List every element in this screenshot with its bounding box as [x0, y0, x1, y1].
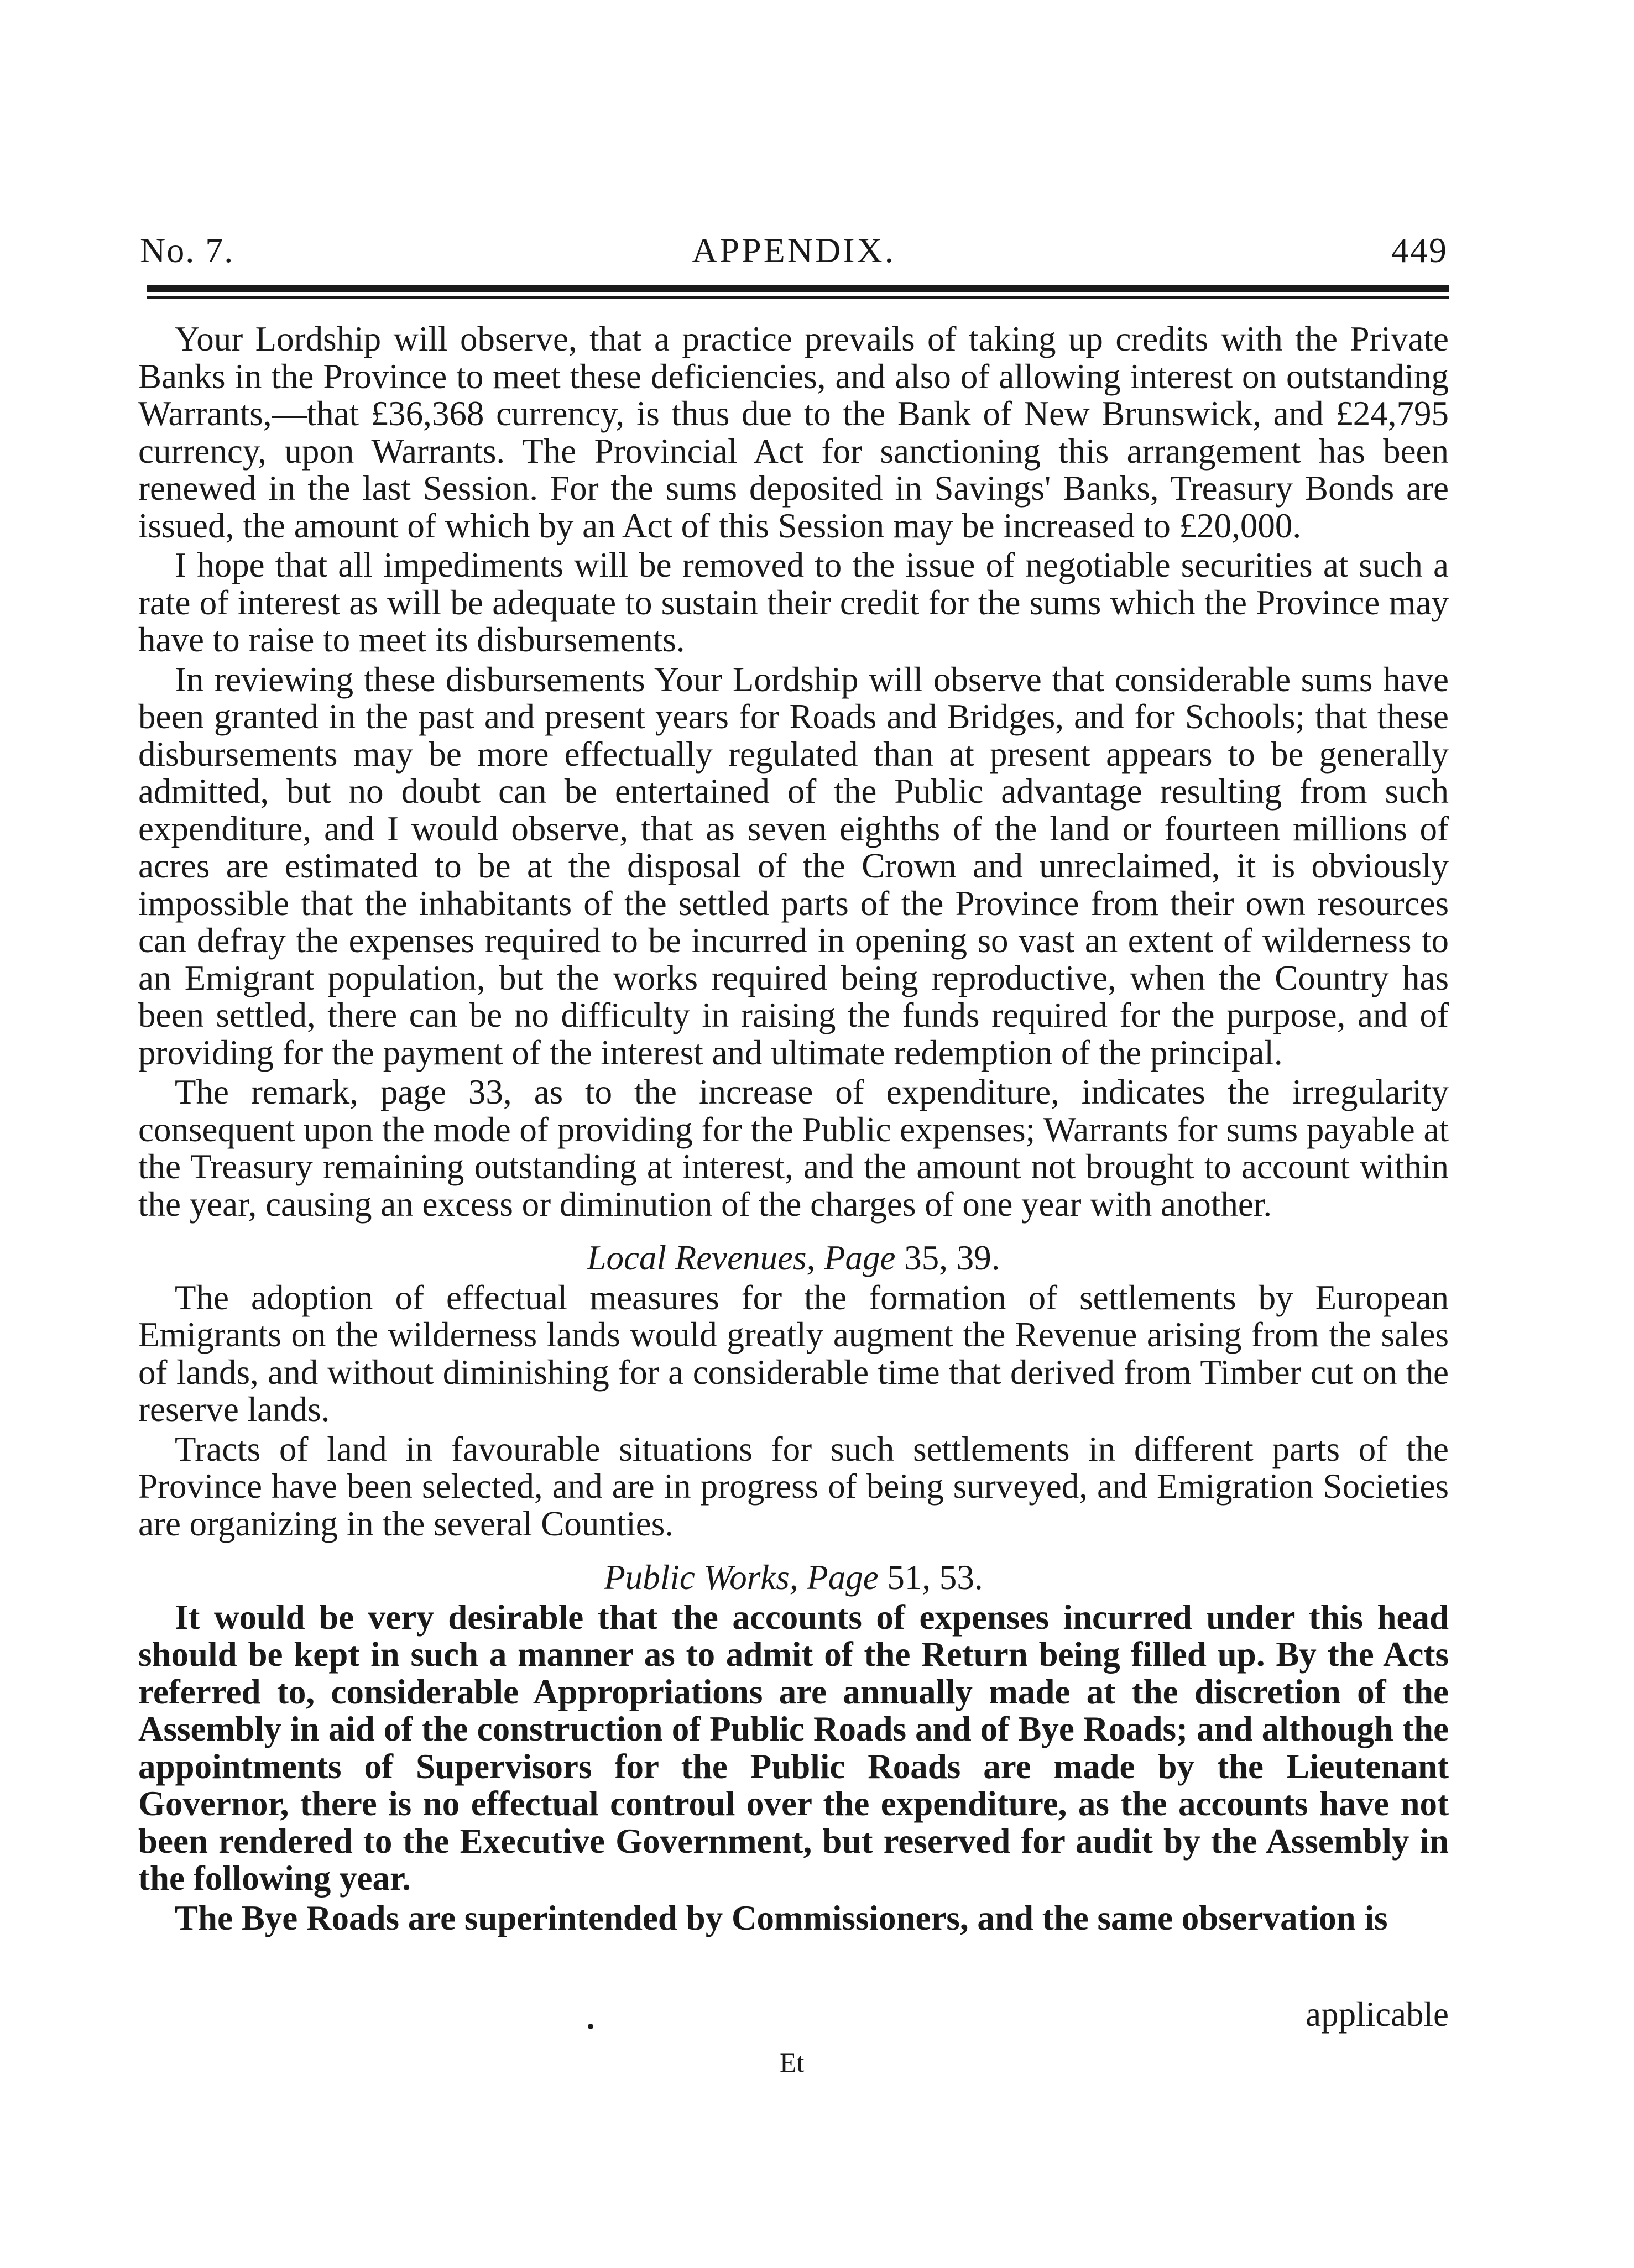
header-rule-thin: [147, 296, 1449, 299]
header-rule-thick: [147, 285, 1449, 292]
signature-mark: Et: [780, 2047, 805, 2078]
paragraph: Your Lordship will observe, that a practice prevails of taking up credits with the Private Banks in the Province to meet these deficiencies, and also of allowing interest on outstanding Warrants,—that £36,368 currency, is thus due to the Bank of New Brunswick, and £24,795 currency, upon Warrants. The Provincial Act for sanctioning this arrangement has been renewed in the last Session. For the sums deposited in Savings' Banks, Treasury Bonds are issued, the amount of which by an Act of this Session may be increased to £20,000.: [138, 320, 1449, 545]
paragraph: The adoption of effectual measures for the formation of settlements by European Emigrants on the wilderness lands would greatly augment the Revenue arising from the sales of lands, and without diminishing for a considerable time that derived from Timber cut on the reserve lands.: [138, 1278, 1449, 1429]
running-header: [140, 226, 1448, 275]
catchword: applicable: [1306, 1995, 1449, 2034]
section-heading-local-revenues: Local Revenues, Page 35, 39.: [587, 1238, 1000, 1277]
section-number: No. 7.: [140, 231, 234, 270]
section-heading-public-works: Public Works, Page 51, 53.: [604, 1558, 983, 1597]
body-text: [138, 321, 1449, 1939]
paragraph: It would be very desirable that the accounts of expenses incurred under this head should be kept in such a manner as to admit of the Return being filled up. By the Acts referred to, considerable Appropriations are annually made at the discretion of the Assembly in aid of the construction of Public Roads and of Bye Roads; and although the appointments of Supervisors for the Public Roads are made by the Lieutenant Governor, there is no effectual controul over the expenditure, as the accounts have not been rendered to the Executive Government, but reserved for audit by the Assembly in the following year.: [138, 1597, 1449, 1898]
header-title: APPENDIX.: [692, 231, 896, 270]
paragraph: The remark, page 33, as to the increase of expenditure, indicates the irregularity consequent upon the mode of providing for the Public expenses; Warrants for sums payable at the Treasury remaining outstanding at interest, and the amount not brought to account within the year, causing an excess or diminution of the charges of one year with another.: [138, 1073, 1449, 1224]
paragraph: The Bye Roads are superintended by Commissioners, and the same observation is: [175, 1898, 1388, 1937]
paragraph: I hope that all impediments will be removed to the issue of negotiable securities at such a rate of interest as will be adequate to sustain their credit for the sums which the Province may have to raise to meet its disbursements.: [138, 546, 1449, 659]
paragraph: Tracts of land in favourable situations for such settlements in different parts of the Province have been selected, and are in progress of being surveyed, and Emigration Societies are organizing in the several Counties.: [138, 1429, 1449, 1543]
paragraph: In reviewing these disbursements Your Lordship will observe that considerable sums have been granted in the past and present years for Roads and Bridges, and for Schools; that these disbursements may be more effectually regulated than at present appears to be generally admitted, but no doubt can be entertained of the Public advantage resulting from such expenditure, and I would observe, that as seven eighths of the land or fourteen millions of acres are estimated to be at the disposal of the Crown and unreclaimed, it is obviously impossible that the inhabitants of the settled parts of the Province from their own resources can defray the expenses required to be incurred in opening so vast an extent of wilderness to an Emigrant population, but the works required being reproductive, when the Country has been settled, there can be no difficulty in raising the funds required for the purpose, and of providing for the payment of the interest and ultimate redemption of the principal.: [138, 660, 1449, 1072]
printer-mark: [588, 2024, 593, 2029]
page-number: 449: [1391, 231, 1448, 270]
